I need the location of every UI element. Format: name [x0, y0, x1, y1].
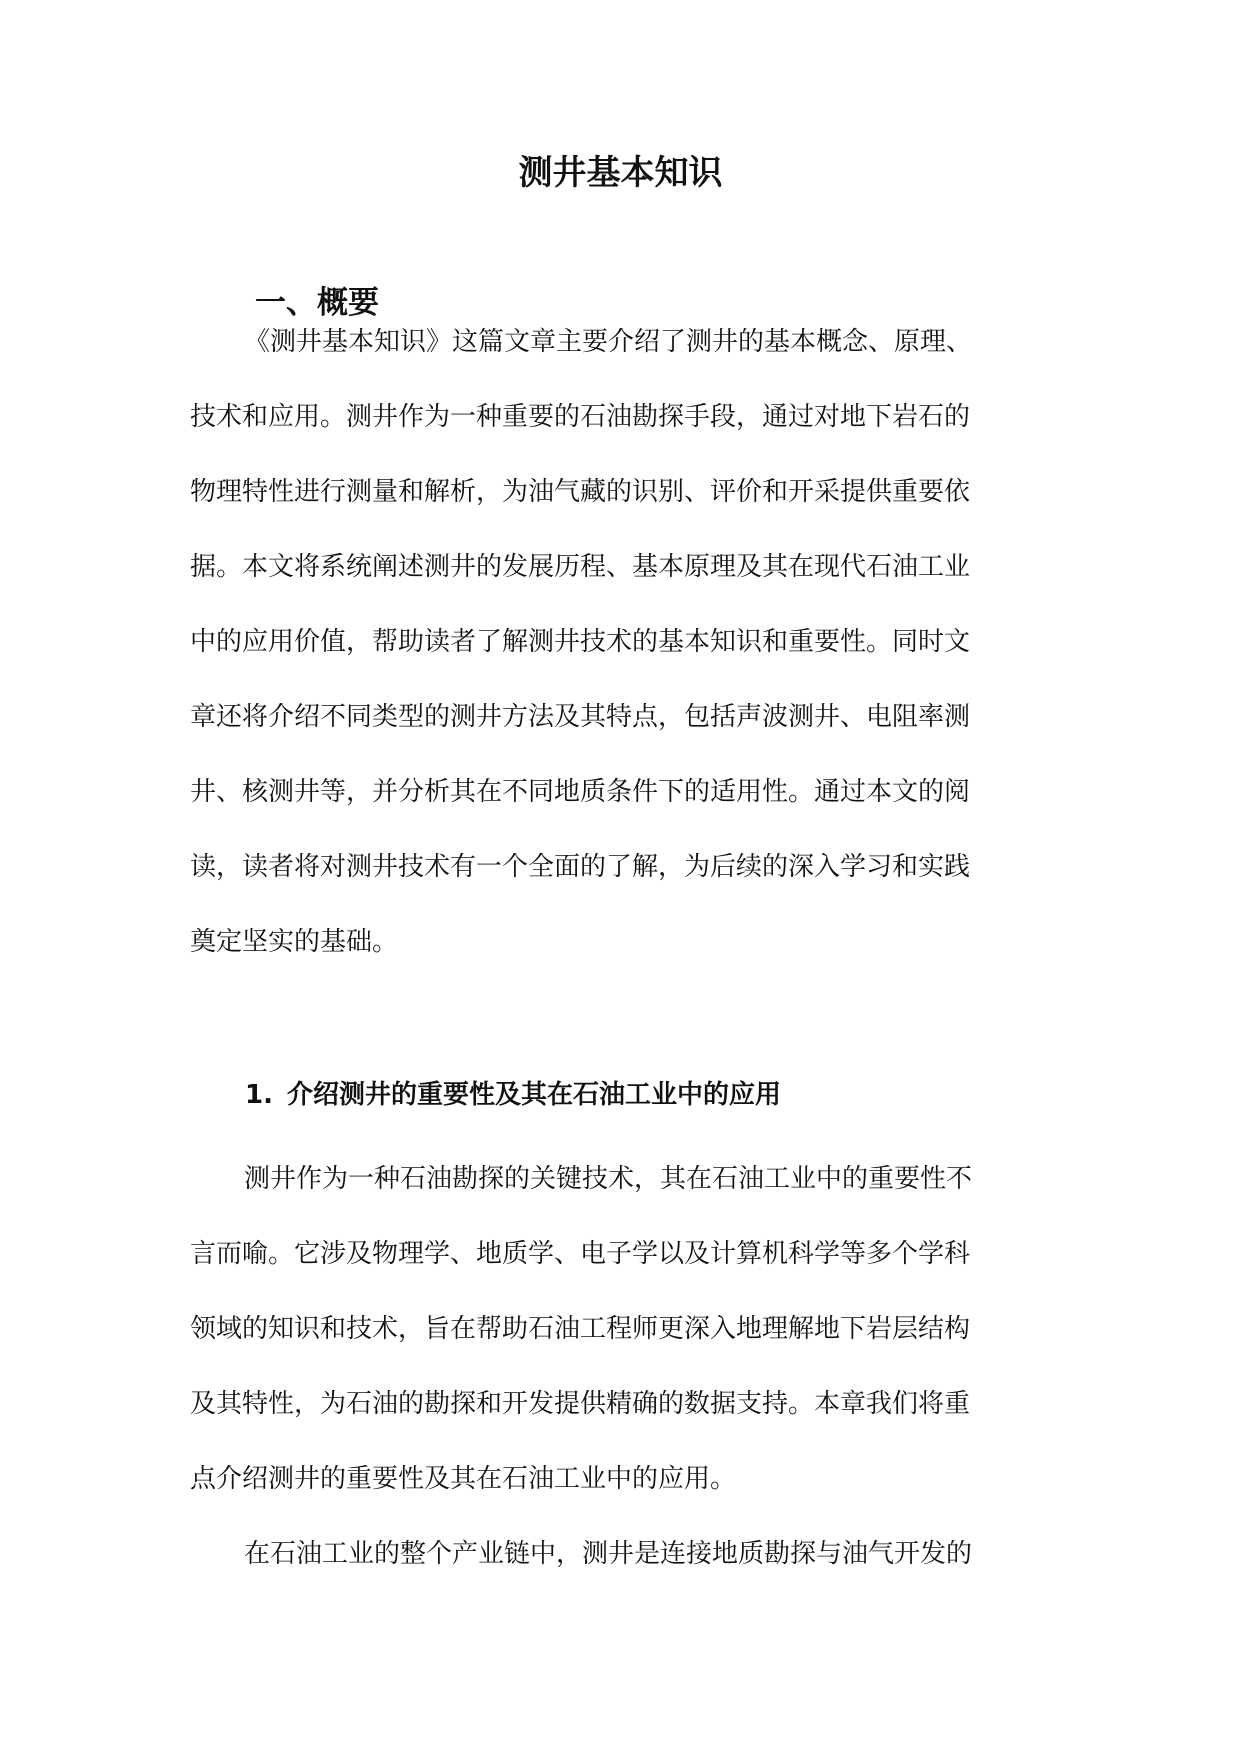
paragraph-line: 章还将介绍不同类型的测井方法及其特点，包括声波测井、电阻率测 [190, 702, 971, 732]
document-title: 测井基本知识 [518, 153, 723, 193]
subsection-heading [245, 1072, 781, 1118]
paragraph-line: 测井作为一种石油勘探的关键技术，其在石油工业中的重要性不 [244, 1164, 973, 1194]
paragraph-line: 在石油工业的整个产业链中，测井是连接地质勘探与油气开发的 [244, 1539, 973, 1569]
paragraph-line: 《测井基本知识》这篇文章主要介绍了测井的基本概念、原理、 [244, 327, 973, 357]
paragraph-line: 奠定坚实的基础。 [190, 927, 399, 957]
paragraph-line: 领域的知识和技术，旨在帮助石油工程师更深入地理解地下岩层结构 [190, 1314, 971, 1344]
paragraph-line: 点介绍测井的重要性及其在石油工业中的应用。 [190, 1464, 737, 1494]
paragraph-line: 言而喻。它涉及物理学、地质学、电子学以及计算机科学等多个学科 [190, 1239, 971, 1269]
overview-paragraph [190, 305, 1052, 980]
industry-chain-paragraph [190, 1517, 1052, 1592]
subsection-title: 介绍测井的重要性及其在石油工业中的应用 [287, 1080, 782, 1110]
paragraph-line: 技术和应用。测井作为一种重要的石油勘探手段，通过对地下岩石的 [190, 402, 971, 432]
paragraph-line: 物理特性进行测量和解析，为油气藏的识别、评价和开采提供重要依 [190, 477, 971, 507]
paragraph-line: 及其特性，为石油的勘探和开发提供精确的数据支持。本章我们将重 [190, 1389, 971, 1419]
section-heading-overview: 一、概要 [255, 285, 379, 321]
paragraph-line: 中的应用价值，帮助读者了解测井技术的基本知识和重要性。同时文 [190, 627, 971, 657]
subsection-number: 1. [245, 1080, 273, 1110]
paragraph-line: 据。本文将系统阐述测井的发展历程、基本原理及其在现代石油工业 [190, 552, 971, 582]
paragraph-line: 读，读者将对测井技术有一个全面的了解，为后续的深入学习和实践 [190, 852, 971, 882]
paragraph-line: 井、核测井等，并分析其在不同地质条件下的适用性。通过本文的阅 [190, 777, 971, 807]
importance-paragraph [190, 1142, 1052, 1517]
